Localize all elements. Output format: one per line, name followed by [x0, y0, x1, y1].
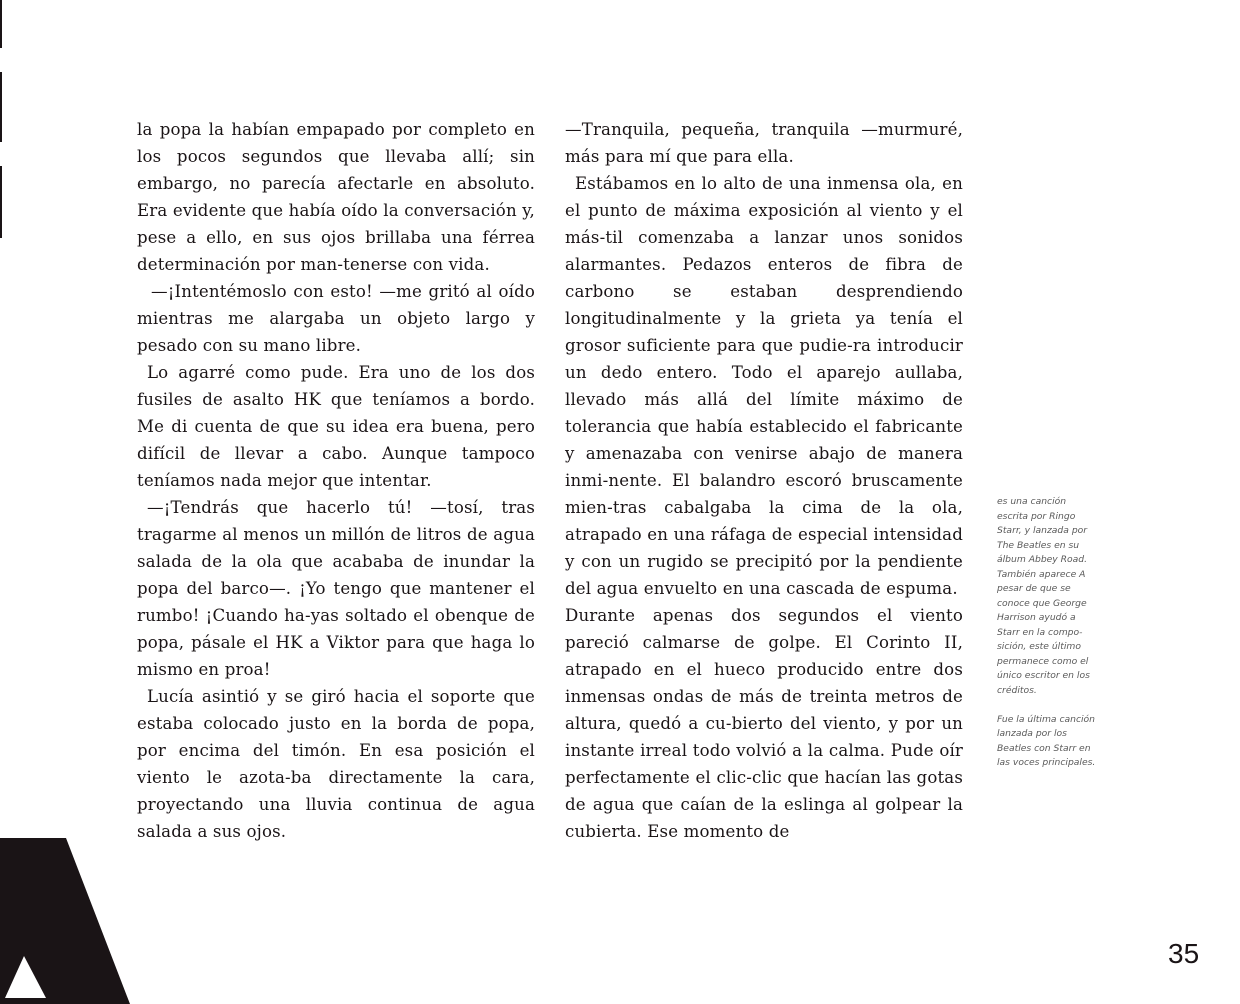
body-paragraph: la popa la habían empapado por completo en los pocos segundos que llevaba allí; sin embargo, no parecía afectarle en absoluto. Era evidente que había oído la conversación y, pese a ello, en sus ojos brillaba una férrea determinación por man-tenerse con vida.: [137, 120, 535, 274]
body-paragraph: —Tranquila, pequeña, tranquila —murmuré, más para mí que para ella.: [565, 120, 963, 166]
body-paragraph: —¡Tendrás que hacerlo tú! —tosí, tras tragarme al menos un millón de litros de agua salada de la ola que acababa de inundar la popa del barco—. ¡Yo tengo que mantener el rumbo! ¡Cuando ha-yas soltado el obenque de popa, pásale el HK a Viktor para que haga lo mismo en proa!: [137, 498, 535, 679]
page-number: 35: [1168, 938, 1200, 969]
body-paragraph: Lo agarré como pude. Era uno de los dos fusiles de asalto HK que teníamos a bordo. Me di cuenta de que su idea era buena, pero difícil de llevar a cabo. Aunque tampoco teníamos nada mejor que intentar.: [137, 363, 535, 490]
crop-mark-top: [0, 0, 2, 48]
crop-mark-lower: [0, 166, 2, 238]
triangle-a-logo-icon: [0, 838, 130, 1004]
margin-note-paragraph: Fue la última canción lanzada por los Beatles con Starr en las voces principales.: [997, 713, 1096, 768]
margin-note: [997, 495, 1097, 771]
body-paragraph: Durante apenas dos segundos el viento pareció calmarse de golpe. El Corinto II, atrapado en el hueco producido entre dos inmensas ondas de más de treinta metros de altura, quedó a cu-bierto del viento, y por un instante irreal todo volvió a la calma. Pude oír perfectamente el clic-clic que hacían las gotas de agua que caían de la eslinga al golpear la cubierta. Ese momento de: [565, 606, 963, 841]
body-paragraph: Lucía asintió y se giró hacia el soporte que estaba colocado justo en la borda de popa, por encima del timón. En esa posición el viento le azota-ba directamente la cara, proyectando una lluvia continua de agua salada a sus ojos.: [137, 687, 535, 841]
crop-mark-middle: [0, 72, 2, 142]
body-paragraph: —¡Intentémoslo con esto! —me gritó al oído mientras me alargaba un objeto largo y pesado con su mano libre.: [137, 282, 535, 355]
text-column-right: [565, 116, 963, 845]
body-paragraph: Estábamos en lo alto de una inmensa ola, en el punto de máxima exposición al viento y el más-til comenzaba a lanzar unos sonidos alarmantes. Pedazos enteros de fibra de carbono se estaban desprendiendo longitudinalmente y la grieta ya tenía el grosor suficiente para que pudie-ra introducir un dedo entero. Todo el aparejo aullaba, llevado más allá del límite máximo de tolerancia que había establecido el fabricante y amenazaba con venirse abajo de manera inmi-nente. El balandro escoró bruscamente mien-tras cabalgaba la cima de la ola, atrapado en una ráfaga de especial intensidad y con un rugido se precipitó por la pendiente del agua envuelto en una cascada de espuma.: [565, 174, 963, 598]
text-column-left: [137, 116, 535, 845]
margin-note-paragraph: es una canción escrita por Ringo Starr, y lanzada por The Beatles en su álbum Abbey Road. También aparece A pesar de que se conoce que George Harrison ayudó a Starr en la compo-sición, este último permanece como el único escritor en los créditos.: [997, 496, 1090, 696]
